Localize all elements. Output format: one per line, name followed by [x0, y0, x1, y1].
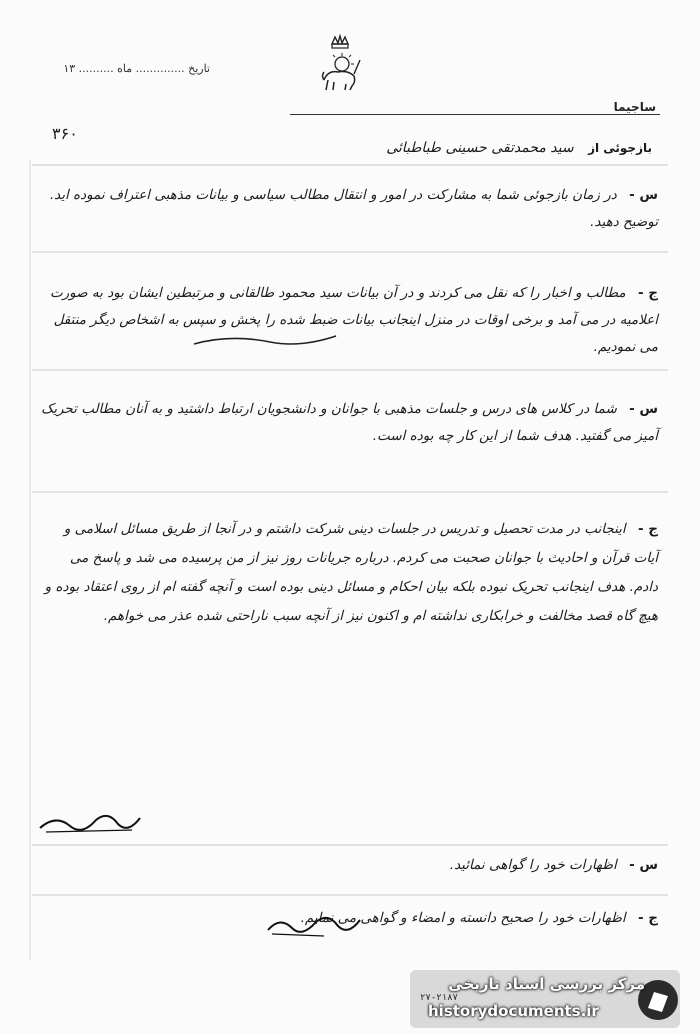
- date-line: تاریخ .............. ماه .......... ۱۳: [63, 62, 210, 75]
- interrogated-label: بازجوئی از: [588, 141, 652, 155]
- qa-item: [38, 280, 658, 361]
- answer-label: ج -: [637, 285, 658, 301]
- answer-text: اینجانب در مدت تحصیل و تدریس در جلسات دینی شرکت داشتم و در آنجا از طریق مسائل اسلامی و آیات قرآن و احادیث با جوانان صحبت می کردم. درباره جریانات روز نیز از من پرسیده می شد و پاسخ می دادم. هدف اینجانب تحریک نبوده بلکه بیان احکام و مسائل دینی بوده است و آنچه گفته ام از روی اعتقاد بوده و هیچ گاه قصد مخالفت و خرابکاری نداشته ام و اکنون نیز از آنچه سبب ناراحتی شده عذر می خواهم.: [44, 521, 658, 624]
- qa-item: [38, 515, 658, 631]
- lion-and-sun-emblem-icon: [318, 34, 362, 94]
- answer-text: اظهارات خود را صحیح دانسته و امضاء و گواهی می نمایم.: [300, 910, 626, 926]
- answer-text: مطالب و اخبار را که نقل می کردند و در آن بیانات سید محمود طالقانی و مرتبطین ایشان بود به صورت اعلامیه در می آمد و برخی اوقات در منزل اینجانب بیانات ضبط شده را پخش و سپس به اشخاص دیگر منتقل می نمودیم.: [49, 285, 658, 355]
- qa-item: [38, 182, 658, 236]
- question-label: س -: [629, 187, 658, 203]
- signature-icon: [36, 808, 146, 838]
- stamp-doc-number: ۲۷-۲۱۸۷: [420, 993, 458, 1003]
- qa-item: [38, 852, 658, 879]
- heading-title: ساجيما: [613, 100, 656, 114]
- interrogated-line: [62, 140, 652, 156]
- page-number: ۳۶۰: [52, 124, 78, 143]
- question-label: س -: [629, 857, 658, 873]
- question-text: اظهارات خود را گواهی نمائید.: [449, 857, 617, 873]
- question-label: س -: [629, 401, 658, 417]
- interrogated-value: سید محمدتقی حسینی طباطبائی: [386, 140, 574, 156]
- heading-rule: [290, 114, 660, 115]
- stamp-website: historydocuments.ir: [428, 1002, 599, 1020]
- answer-label: ج -: [637, 910, 658, 926]
- stamp-title: مرکز بررسی اسناد تاریخی: [448, 975, 645, 993]
- question-text: در زمان بازجوئی شما به مشارکت در امور و انتقال مطالب سیاسی و بیانات مذهبی اعتراف نموده اید. توضیح دهید.: [49, 187, 658, 230]
- qa-item: [38, 396, 658, 450]
- question-text: شما در کلاس های درس و جلسات مذهبی با جوانان و دانشجویان ارتباط داشتید و به آنان مطالب تحریک آمیز می گفتید. هدف شما از این کار چه بوده است.: [41, 401, 658, 444]
- qa-item: [38, 905, 658, 932]
- answer-label: ج -: [637, 521, 658, 537]
